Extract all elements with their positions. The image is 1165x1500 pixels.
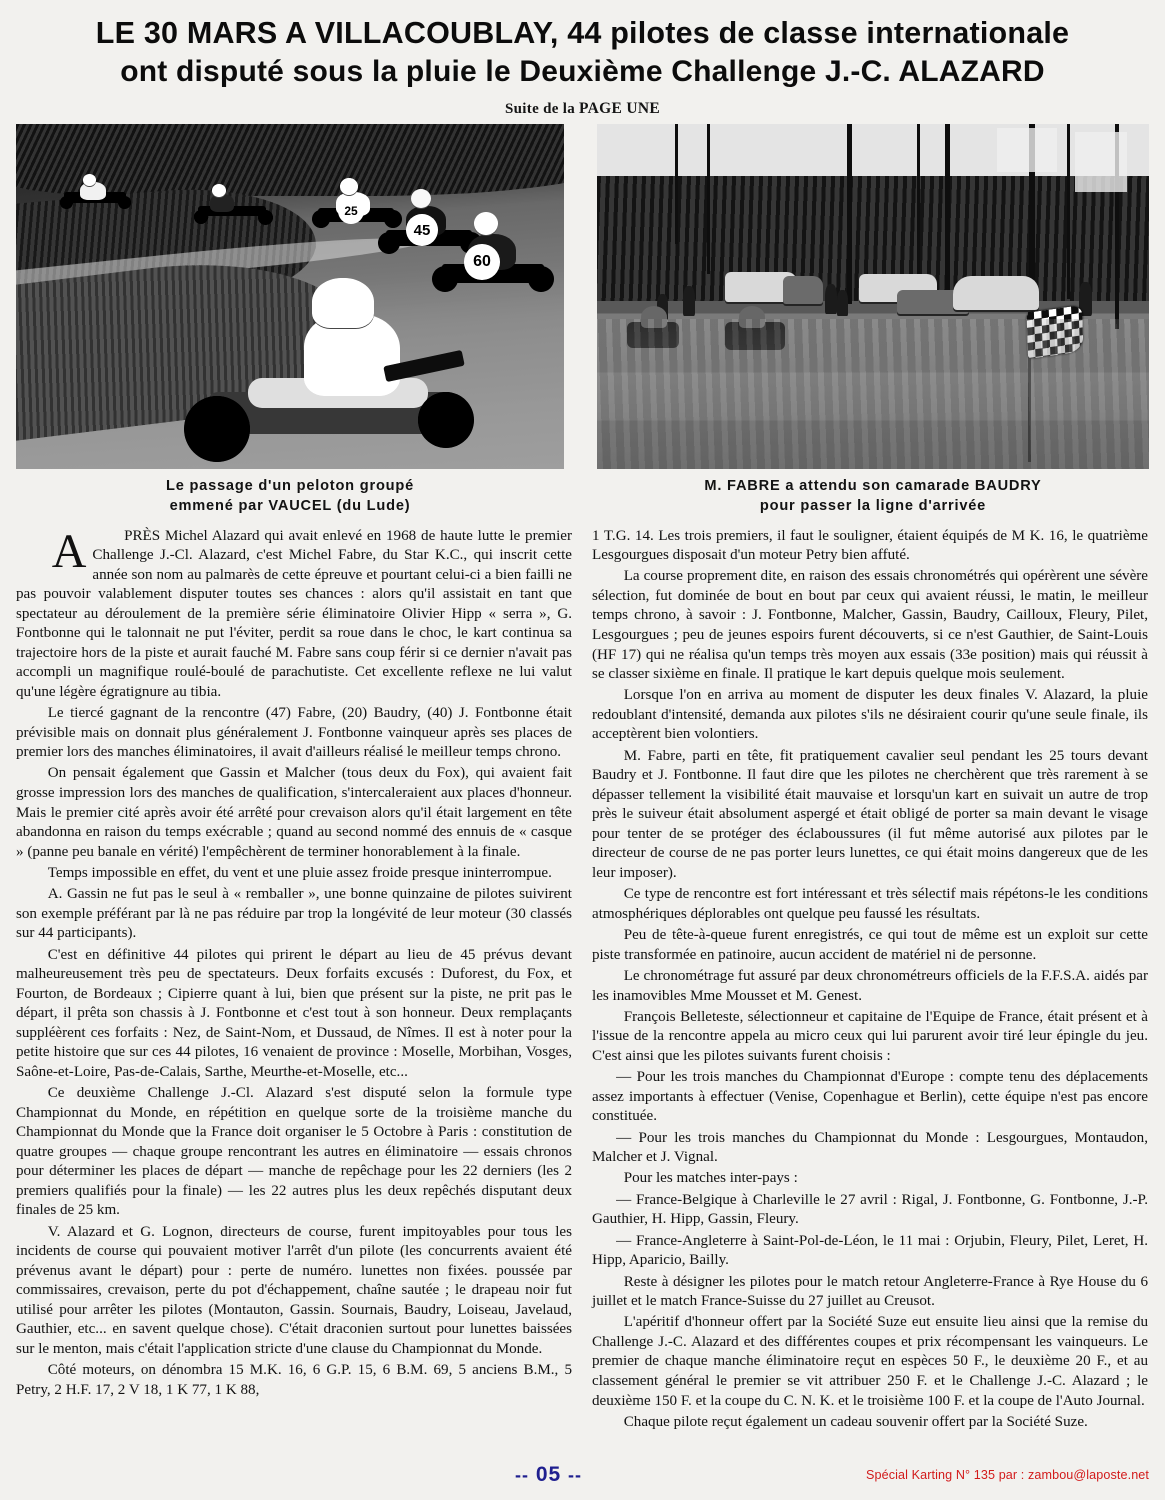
paragraph: On pensait également que Gassin et Malcher (tous deux du Fox), qui avaient fait grosse impression lors des manches de qualification, s'intercaleraient aux places d'honneur. Mais le premier cité après avoir été arrêté pour crevaison alors qu'il était largement en tête abandonna en raison du temps exécrable ; quand au second nommé des ennuis de « casque » (panne peu banale en vérité) l'empêchèrent de terminer honorablement à la finale. (16, 765, 572, 860)
paragraph: Lorsque l'on en arriva au moment de disputer les deux finales V. Alazard, la pluie redoublant d'intensité, demanda aux pilotes s'ils ne désiraient courir qu'une seule finale, ils acceptèrent bien volontiers. (592, 687, 1148, 743)
page-number-block (515, 1463, 582, 1487)
page-dash-left: -- (515, 1465, 529, 1485)
kart-mid-1: 25 (312, 174, 404, 236)
headline-line-2: ont disputé sous la pluie le Deuxième Challenge J.-C. ALAZARD (120, 55, 1045, 89)
paragraph-list-item: — France-Belgique à Charleville le 27 avril : Rigal, J. Fontbonne, G. Fontbonne, J.-P. Gauthier, H. Hipp, Gassin, Fleury. (592, 1191, 1148, 1228)
kart-distant-2 (192, 182, 276, 227)
paragraph: L'apéritif d'honneur offert par la Société Suze eut ensuite lieu ainsi que la remise du Challenge J.-C. Alazard et des différentes coupes et prix récompensant les vainqueurs. Le premier de chaque manche éliminatoire reçut en espèces 50 F., le deuxième 20 F., et au classement général le premier se vit attribuer 250 F. et le Challenge J.-C. Alazard ; le deuxième 150 F. et la coupe du C. N. K. et le troisième 100 F. et la coupe de l'Auto Journal. (592, 1314, 1148, 1409)
column-right (592, 527, 1148, 1435)
wet-road-surface (597, 319, 1149, 469)
continuation-prefix: Suite de la (505, 101, 580, 118)
headline-line-1: LE 30 MARS A VILLACOUBLAY, 44 pilotes de classe internationale (95, 16, 1070, 50)
page-dash-right: -- (568, 1465, 583, 1485)
kart-foreground-vaucel (188, 274, 488, 464)
kart-number-badge: 45 (406, 214, 438, 246)
continuation-note (18, 100, 1147, 118)
paragraph: Le tiercé gagnant de la rencontre (47) Fabre, (20) Baudry, (40) J. Fontbonne était prévisible mais on donnait plus généralement J. Fontbonne vainqueur après ses places de premier lors des manches éliminatoires, il avait d'ailleurs réalisé le meilleur temps chrono. (16, 705, 572, 761)
page-number: 05 (535, 1463, 562, 1486)
paragraph: C'est en définitive 44 pilotes qui prirent le départ au lieu de 45 prévus devant malheureusement très peu de spectateurs. Deux forfaits excusés : Duforest, du Fox, et Fourton, de Bordeaux ; Cipierre quant à lui, bien que présent sur la piste, ne prit pas le départ, il prêta son chassis à J. Fontbonne et c'est tout à son honneur. Deux remplaçants suppléèrent ces forfaits : Nez, de Saint-Nom, et Dussaud, de Nîmes. Il est à noter pour la petite histoire que sur ces 44 pilotes, 16 venaient de province : Moselle, Morbihan, Vosges, Saône-et-Loire, Pas-de-Calais, Sarthe, Meurthe-et-Moselle, etc... (16, 946, 572, 1080)
finish-line-photo (597, 124, 1149, 469)
drop-cap: A (51, 524, 87, 578)
article-body (0, 517, 1165, 1435)
kart-distant-1 (58, 172, 136, 214)
paragraph: 1 T.G. 14. Les trois premiers, il faut le souligner, étaient équipés de M K. 16, le quatrième Lesgourgues disposait d'un moteur Petry bien affuté. (592, 527, 1148, 564)
peloton-photo (16, 124, 564, 469)
parked-car (953, 276, 1039, 310)
paragraph: Le chronométrage fut assuré par deux chronométreurs officiels de la F.F.S.A. aidés par les inamovibles Mme Mousset et M. Genest. (592, 967, 1148, 1004)
paragraph: Ce deuxième Challenge J.-Cl. Alazard s'est disputé selon la formule type Championnat du Monde, en répétition en quelque sorte de la troisième manche du Championnat du Monde que la France doit organiser le 5 Octobre à Paris : constitution de quatre groupes — chaque groupe rencontrant les autres en éliminatoire — essais chronos pour déterminer les places de départ — manche de repêchage pour les 22 derniers (les 2 premiers qualifiés pour la finale) — les 22 autres plus les deux repêchés disputant deux finales de 25 km. (16, 1085, 572, 1219)
paragraph: M. Fabre, parti en tête, fit pratiquement cavalier seul pendant les 25 tours devant Baudry et J. Fontbonne. Il faut dire que les pilotes ne cherchèrent que très rarement à se dépasser tellement la visibilité était mauvaise et lorsqu'un kart en suivait un autre de trop près le suiveur était absolument aspergé et était obligé de porter sa main devant le visage pour tenter de se protéger des éclaboussures (il fut même autorisé aux pilotes par le directeur de course de ne pas porter leurs lunettes, ce qui était moins dangereux que de les leur imposer). (592, 747, 1148, 881)
parked-car (783, 276, 823, 304)
paragraph: Ce type de rencontre est fort intéressant et très sélectif mais répétons-le les conditions atmosphériques déplorables ont quelque peu faussé les résultats. (592, 886, 1148, 922)
paragraph: Chaque pilote reçut également un cadeau souvenir offert par la Société Suze. (623, 1413, 1088, 1430)
paragraph: Côté moteurs, on dénombra 15 M.K. 16, 6 G.P. 15, 6 B.M. 69, 5 anciens B.M., 5 Petry, 2 H.F. 17, 2 V 18, 1 K 77, 1 K 88, (16, 1362, 572, 1398)
page-footer (0, 1458, 1165, 1492)
paragraph (16, 524, 572, 703)
paragraph-text: PRÈS Michel Alazard qui avait enlevé en 1968 de haute lutte le premier Challenge J.-Cl. Alazard, c'est Michel Fabre, du Star K.C., qui inscrit cette année son nom au palmarès de cette épreuve et pourtant celui-ci a bien failli ne pas pouvoir valablement disputer toutes ses chances : alors qu'il assistait en tant que spectateur au déroulement de la première série éliminatoire Olivier Hipp « serra », G. Fontbonne qui le talonnait ne put l'éviter, perdit sa roue dans le choc, le kart continua sa trajectoire hors de la piste et aurait fauché M. Fabre sans coup férir si ce dernier n'avait pas accompli un magnifique roulé-boulé de parachutiste. Cet excellente reflexe ne lui valut qu'une légère égratignure au tibia. (16, 527, 572, 700)
caption-right-line-2: pour passer la ligne d'arrivée (759, 497, 987, 514)
continuation-page-ref: PAGE UNE (579, 100, 660, 118)
caption-right (597, 477, 1149, 516)
caption-left-line-2: emmené par VAUCEL (du Lude) (169, 497, 411, 514)
paragraph: Pour les matches inter-pays : (623, 1170, 798, 1187)
paragraph: Temps impossible en effet, du vent et une pluie assez froide presque ininterrompue. (47, 864, 552, 881)
paragraph-list-item: — Pour les trois manches du Championnat du Monde : Lesgourgues, Montaudon, Malcher et J. Vignal. (592, 1129, 1148, 1166)
paragraph: Peu de tête-à-queue furent enregistrés, ce qui tout de même est un exploit sur cette piste transformée en patinoire, aucun accident de matériel ni de personne. (592, 927, 1148, 963)
paragraph: Reste à désigner les pilotes pour le match retour Angleterre-France à Rye House du 6 juillet et le match France-Suisse du 27 juillet au Creusot. (592, 1273, 1148, 1310)
caption-left-line-1: Le passage d'un peloton groupé (165, 478, 414, 495)
caption-right-line-1: M. FABRE a attendu son camarade BAUDRY (704, 478, 1042, 495)
paragraph-list-item: — Pour les trois manches du Championnat d'Europe : compte tenu des déplacements assez importants à effectuer (Venise, Copenhague et Berlin), cette équipe n'est pas encore constituée. (592, 1069, 1148, 1125)
paragraph: La course proprement dite, en raison des essais chronométrés qui opérèrent une sévère sélection, fut dominée de bout en bout par ceux qui avaient réussi, le matin, le meilleur temps chrono, à savoir : J. Fontbonne, Malcher, Gassin, Baudry, Cailloux, Fleury, Pilet, Lesgourgues ; peu de jeunes espoirs furent découverts, si ce n'est Gauthier, de Saint-Louis (HF 17) qui ne réalisa qu'un temps très moyen aux essais (33e position) mais qui réussit à se classer sixième en finale. Il pratique le kart depuis quelque mois seulement. (592, 568, 1148, 683)
caption-left (16, 477, 564, 516)
scan-credit: Spécial Karting N° 135 par : zambou@laposte.net (866, 1468, 1149, 1482)
photo-cell-right (597, 124, 1149, 516)
page-header (0, 0, 1165, 118)
photo-cell-left (16, 124, 564, 516)
column-left (16, 524, 572, 1403)
paragraph: A. Gassin ne fut pas le seul à « remballer », une bonne quinzaine de pilotes suivirent son exemple préférant par là ne pas réduire par trop la longévité de leur moteur (30 classés sur 44 participants). (16, 886, 572, 942)
kart-number-badge: 60 (464, 244, 500, 280)
paragraph: V. Alazard et G. Lognon, directeurs de course, furent impitoyables pour tous les incidents de course qui pouvaient motiver l'arrêt d'un pilote (les concurrents avaient été prévenus avant le départ) pour : perte de numéro. lunettes non fixées. poussée par commissaires, crevaison, perte du pot d'échappement, chaîne sautée ; le drapeau noir fut utilisé pour arrêter les pilotes (Montauton, Gassin. Sournais, Baudry, Loiseau, Javelaud, Gauthier, etc... en savent quelque chose). C'était draconien surtout pour lunettes baissées sur le menton, mais c'était l'application stricte d'une clause du Championnat du Monde. (16, 1223, 572, 1357)
photo-row (0, 124, 1165, 516)
paragraph-list-item: — France-Angleterre à Saint-Pol-de-Léon, le 11 mai : Orjubin, Fleury, Pilet, Leret, H. Hipp, Aparicio, Bailly. (592, 1232, 1148, 1269)
paragraph: François Belleteste, sélectionneur et capitaine de l'Equipe de France, était présent et à l'issue de la rencontre appela au micro ceux qui lui parurent avoir tiré leur épingle du jeu. C'est ainsi que les pilotes suivants furent choisis : (592, 1008, 1148, 1064)
